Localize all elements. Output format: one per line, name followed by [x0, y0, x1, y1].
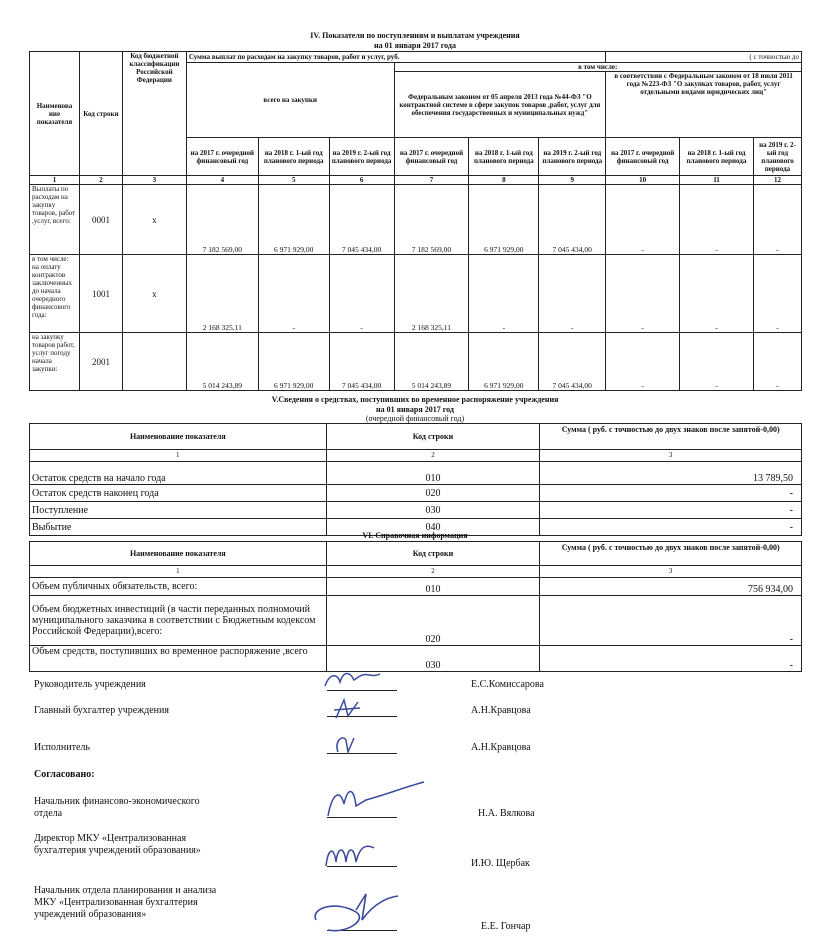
h-y2017c: на 2017 г. очередной финансовый год: [606, 138, 680, 176]
col-number: 6: [329, 176, 394, 185]
s6-row-2-value: -: [540, 646, 802, 672]
h-44fz: Федеральным законом от 05 апреля 2013 года №44-ФЗ "О контрактной системе в сфере закупок товаров ,работ, услуг для обеспечения государственных и муниципальных нужд": [394, 72, 606, 138]
col-number: 2: [79, 176, 122, 185]
h-name: Наименова ние показателя: [30, 52, 80, 176]
row-name: Выплаты по расходам на закупку товаров, работ ,услуг, всего:: [30, 185, 80, 255]
row-value: -: [329, 255, 394, 333]
s5-h-code: Код строки: [326, 424, 540, 450]
s6-h-code: Код строки: [326, 542, 540, 566]
h-inc: в том числе:: [394, 63, 801, 72]
row-value: 6 971 929,00: [258, 185, 329, 255]
table-row: [30, 333, 802, 391]
row-value: -: [680, 255, 754, 333]
row-value: -: [469, 255, 539, 333]
col-number: 4: [186, 176, 258, 185]
row-value: -: [606, 255, 680, 333]
s6-row-0-value: 756 934,00: [540, 578, 802, 596]
s6-n2: 2: [326, 566, 540, 578]
col-number: 12: [753, 176, 801, 185]
row-value: -: [606, 333, 680, 391]
section4-title: IV. Показатели по поступлениям и выплатам учреждения: [310, 31, 520, 40]
s6-h-sum: Сумма ( руб. с точностью до двух знаков после запятой-0,00): [540, 542, 802, 566]
h-y2018: на 2018 г. 1-ый год планового периода: [258, 138, 329, 176]
row-kbk: [122, 333, 186, 391]
row-value: 7 182 569,00: [394, 185, 469, 255]
col-number: 7: [394, 176, 469, 185]
row-kbk: х: [122, 255, 186, 333]
row-value: 7 182 569,00: [186, 185, 258, 255]
s5-row-name: Остаток средств наконец года: [30, 485, 327, 502]
fin-role: Начальник финансово-экономического отдела: [34, 796, 200, 819]
plan-name: Е.Е. Гончар: [481, 921, 531, 932]
row-kbk: х: [122, 185, 186, 255]
table-row: [30, 502, 802, 519]
acc-role: Главный бухгалтер учреждения: [34, 705, 169, 716]
h-y2019c: на 2019 г. 2-ый год планового периода: [753, 138, 801, 176]
s5-row-code: 040: [326, 519, 540, 536]
col-number: 1: [30, 176, 80, 185]
row-value: 2 168 325,11: [394, 255, 469, 333]
section6-table: [29, 541, 802, 672]
s6-n1: 1: [30, 566, 327, 578]
s6-row-1-name: Объем бюджетных инвестиций (в части переданных полномочий муниципального заказчика в соответствии с Бюджетным кодексом Российской Федерации),всего:: [30, 596, 327, 646]
table-row: [30, 485, 802, 502]
h-y2018b: на 2018 г. 1-ый год планового периода: [469, 138, 539, 176]
s6-h-name: Наименование показателя: [30, 542, 327, 566]
row-name: в том числе: на оплату контрактов заключенных до начала очередного финансового года:: [30, 255, 80, 333]
col-number: 3: [122, 176, 186, 185]
h-y2017b: на 2017 г. очередной финансовый год: [394, 138, 469, 176]
s6-n3: 3: [540, 566, 802, 578]
s6-row-2-code: 030: [326, 646, 540, 672]
s5-row-value: -: [540, 485, 802, 502]
s6-row-2-name: Объем средств, поступивших во временное распоряжение ,всего: [30, 646, 327, 672]
row-value: -: [606, 185, 680, 255]
row-value: 5 014 243,89: [394, 333, 469, 391]
row-code: 2001: [79, 333, 122, 391]
table-row: [30, 185, 802, 255]
s5-n1: 1: [30, 450, 327, 462]
col-number: 11: [680, 176, 754, 185]
row-value: 7 045 434,00: [539, 333, 606, 391]
h-code: Код строки: [79, 52, 122, 176]
section5-table: [29, 423, 802, 536]
section4-table: [29, 51, 802, 391]
h-y2019: на 2019 г. 2-ый год планового периода: [329, 138, 394, 176]
row-value: 6 971 929,00: [258, 333, 329, 391]
col-number: 10: [606, 176, 680, 185]
col-number-row: [30, 176, 802, 185]
acc-name: А.Н.Кравцова: [471, 705, 531, 716]
section4-date: на 01 января 2017 года: [374, 41, 456, 50]
row-value: 2 168 325,11: [186, 255, 258, 333]
row-value: -: [753, 333, 801, 391]
row-value: -: [753, 185, 801, 255]
col-number: 8: [469, 176, 539, 185]
s5-row-name: Выбытие: [30, 519, 327, 536]
agreed-label: Согласовано:: [34, 769, 95, 780]
s6-row-0-code: 010: [326, 578, 540, 596]
head-signature-icon: [320, 668, 390, 692]
s5-h-sum: Сумма ( руб. с точностью до двух знаков после запятой-0,00): [540, 424, 802, 450]
s5-row-code: 030: [326, 502, 540, 519]
s5-row-value: -: [540, 502, 802, 519]
h-budget: Код бюджетной классификации Российской Федерации: [122, 52, 186, 176]
s6-row-1-code: 020: [326, 596, 540, 646]
row-value: 6 971 929,00: [469, 185, 539, 255]
row-name: на закупку товаров работ, услуг погоду начала закупки:: [30, 333, 80, 391]
h-y2017: на 2017 г. очередной финансовый год: [186, 138, 258, 176]
section5-sub: (очередной финансовый год): [365, 414, 465, 423]
h-y2019b: на 2019 г. 2-ый год планового периода: [539, 138, 606, 176]
h-223fz: в соответствии с Федеральным законом от 18 июля 2011 года №223-ФЗ "О закупках товаров, работ, услуг отдельными видами юридических лиц": [606, 72, 802, 138]
exec-name: А.Н.Кравцова: [471, 742, 531, 753]
fin-name: Н.А. Вялкова: [478, 808, 535, 819]
s5-row-name: Поступление: [30, 502, 327, 519]
row-value: 7 045 434,00: [329, 185, 394, 255]
h-total: всего на закупки: [186, 63, 394, 138]
col-number: 5: [258, 176, 329, 185]
row-value: -: [753, 255, 801, 333]
fin-signature-icon: [318, 780, 428, 820]
s5-row-name: Остаток средств на начало года: [30, 462, 327, 485]
s6-row-0-name: Объем публичных обязательств, всего:: [30, 578, 327, 596]
s6-row-1-value: -: [540, 596, 802, 646]
row-value: 5 014 243,89: [186, 333, 258, 391]
row-code: 1001: [79, 255, 122, 333]
h-precision: ( с точностью до: [606, 52, 802, 63]
head-name: Е.С.Комиссарова: [471, 679, 544, 690]
s5-n3: 3: [540, 450, 802, 462]
s5-row-value: 13 789,50: [540, 462, 802, 485]
s5-h-name: Наименование показателя: [30, 424, 327, 450]
h-y2018c: на 2018 г. 1-ый год планового периода: [680, 138, 754, 176]
s5-row-value: -: [540, 519, 802, 536]
s5-row-code: 010: [326, 462, 540, 485]
plan-role: Начальник отдела планирования и анализа МКУ «Централизованная бухгалтерия учреждений образования»: [34, 885, 217, 920]
row-value: -: [680, 333, 754, 391]
exec-role: Исполнитель: [34, 742, 90, 753]
row-code: 0001: [79, 185, 122, 255]
col-number: 9: [539, 176, 606, 185]
row-value: 7 045 434,00: [539, 185, 606, 255]
dir-name: И.Ю. Щербак: [471, 858, 530, 869]
row-value: 7 045 434,00: [329, 333, 394, 391]
row-value: -: [258, 255, 329, 333]
s5-n2: 2: [326, 450, 540, 462]
section5-title: V.Сведения о средствах, поступивших во временное распоряжение учреждения: [271, 395, 559, 404]
row-value: 6 971 929,00: [469, 333, 539, 391]
table-row: [30, 255, 802, 333]
acc-signature-icon: [330, 696, 370, 722]
section5-date: на 01 января 2017 год: [376, 405, 454, 414]
table-row: [30, 462, 802, 485]
exec-signature-icon: [330, 732, 370, 756]
head-role: Руководитель учреждения: [34, 679, 146, 690]
section6-title: VI. Справочная информация: [362, 531, 468, 540]
dir-signature-icon: [320, 838, 380, 870]
dir-role: Директор МКУ «Централизованная бухгалтерия учреждений образования»: [34, 833, 201, 856]
plan-signature-icon: [306, 890, 406, 936]
row-value: -: [539, 255, 606, 333]
s5-row-code: 020: [326, 485, 540, 502]
h-sum: Сумма выплат по расходам на закупку товаров, работ и услуг, руб.: [186, 52, 605, 63]
row-value: -: [680, 185, 754, 255]
